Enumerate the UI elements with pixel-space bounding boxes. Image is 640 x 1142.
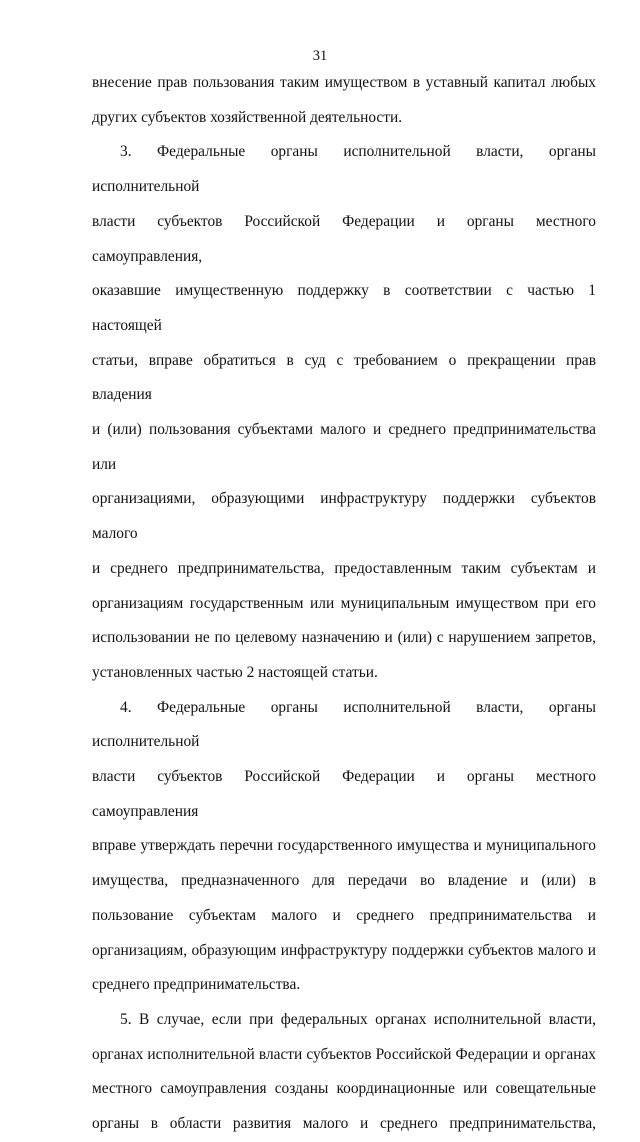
text-line: других субъектов хозяйственной деятельности. — [92, 108, 403, 126]
text-line: установленных частью 2 настоящей статьи. — [92, 663, 378, 681]
text-line: и (или) пользования субъектами малого и среднего предпринимательства или — [92, 421, 596, 473]
document-body — [92, 66, 596, 1142]
text-line: использовании не по целевому назначению и (или) с нарушением запретов, — [92, 629, 596, 647]
text-line: пользование субъектам малого и среднего предпринимательства и — [92, 906, 596, 924]
text-line: 4. Федеральные органы исполнительной власти, органы исполнительной — [92, 698, 596, 751]
text-line: внесение прав пользования таким имуществом в уставный капитал любых — [92, 74, 596, 91]
text-line: 3. Федеральные органы исполнительной власти, органы исполнительной — [92, 143, 596, 196]
text-line: органах исполнительной власти субъектов Российской Федерации и органах — [92, 1045, 596, 1063]
text-line: среднего предпринимательства. — [92, 976, 301, 994]
text-line: оказавшие имущественную поддержку в соответствии с частью 1 настоящей — [92, 282, 596, 334]
text-line: статьи, вправе обратиться в суд с требованием о прекращении прав владения — [92, 351, 596, 404]
page-number: 31 — [312, 48, 328, 64]
text-line: организациями, образующими инфраструктуру поддержки субъектов малого — [92, 490, 596, 543]
text-line: власти субъектов Российской Федерации и органы местного самоуправления, — [92, 212, 596, 265]
text-line: 5. В случае, если при федеральных органах исполнительной власти, — [120, 1010, 596, 1028]
text-line: местного самоуправления созданы координационные или совещательные — [92, 1080, 596, 1098]
text-line: организациям, образующим инфраструктуру поддержки субъектов малого и — [92, 941, 596, 959]
text-line: имущества, предназначенного для передачи во владение и (или) в — [92, 872, 596, 890]
text-line: и среднего предпринимательства, предоставленным таким субъектам и — [92, 559, 596, 577]
text-line: организациям государственным или муниципальным имуществом при его — [92, 594, 596, 612]
text-line: власти субъектов Российской Федерации и органы местного самоуправления — [92, 768, 596, 820]
text-line: вправе утверждать перечни государственного имущества и муниципального — [92, 837, 596, 855]
text-line: органы в области развития малого и среднего предпринимательства, — [92, 1115, 596, 1133]
